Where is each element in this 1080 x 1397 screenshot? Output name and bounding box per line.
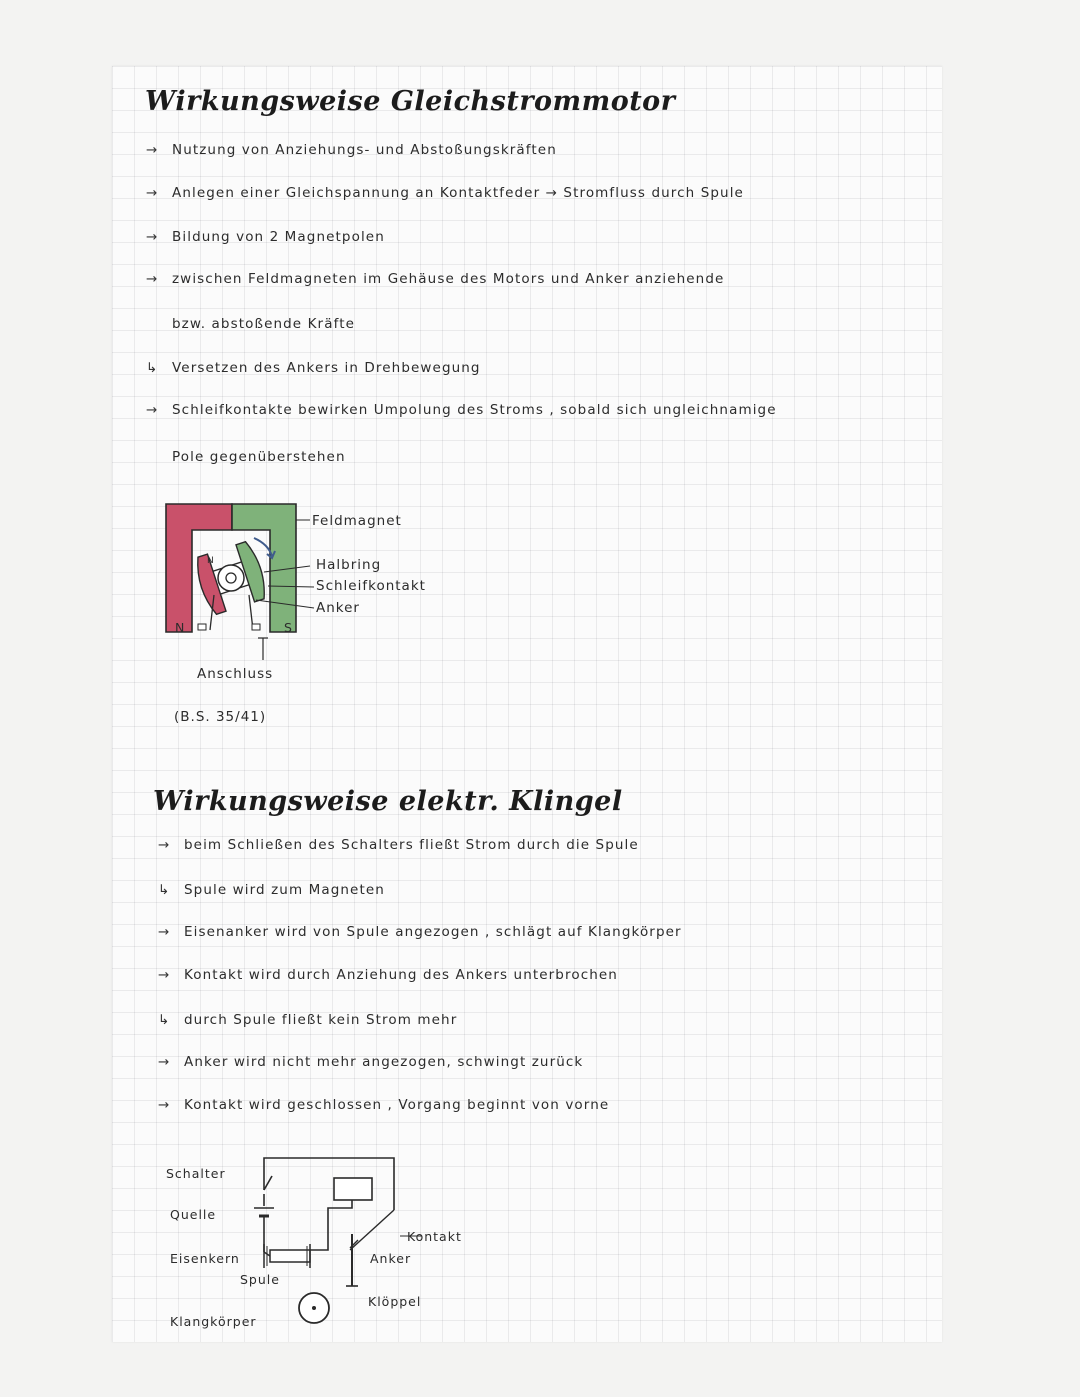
note-line: → Kontakt wird durch Anziehung des Ankers unterbrochen [158,967,618,983]
label-schleifkontakt: Schleifkontakt [316,578,426,594]
label-quelle: Quelle [170,1207,217,1222]
pole-label-n: N [175,620,186,635]
label-schalter: Schalter [166,1166,226,1181]
note-line: Pole gegenüberstehen [172,449,346,465]
note-line: bzw. abstoßende Kräfte [172,316,355,332]
note-line: → zwischen Feldmagneten im Gehäuse des Motors und Anker anziehende [146,271,725,287]
label-klangkoerper: Klangkörper [170,1314,257,1329]
note-line: ↳ durch Spule fließt kein Strom mehr [158,1012,458,1028]
rotor-label-n: N [207,556,215,566]
pole-label-s: S [284,620,293,635]
label-kontakt: Kontakt [407,1229,462,1244]
switch-symbol [264,1176,272,1190]
heading-gleichstrommotor: Wirkungsweise Gleichstrommotor [145,86,676,117]
note-line: ↳ Versetzen des Ankers in Drehbewegung [146,360,481,376]
contact-block [334,1178,372,1200]
label-halbring: Halbring [316,557,382,573]
commutator-ring [218,565,244,591]
bell-circuit-diagram [250,1150,470,1340]
note-line: → Nutzung von Anziehungs- und Abstoßungskräften [146,142,557,158]
coil-core [270,1250,310,1262]
note-line: → Eisenanker wird von Spule angezogen , schlägt auf Klangkörper [158,924,682,940]
label-anschluss: Anschluss [197,666,274,682]
note-line: → Anlegen einer Gleichspannung an Kontaktfeder → Stromfluss durch Spule [146,185,744,201]
source-reference: (B.S. 35/41) [174,709,267,725]
note-line: → Schleifkontakte bewirken Umpolung des Stroms , sobald sich ungleichnamige [146,402,777,418]
note-line: → Anker wird nicht mehr angezogen, schwingt zurück [158,1054,584,1070]
label-eisenkern: Eisenkern [170,1251,240,1266]
label-anker: Anker [316,600,360,616]
note-line: → Bildung von 2 Magnetpolen [146,229,385,245]
label-spule: Spule [240,1272,280,1287]
notebook-page [112,66,942,1342]
note-line: ↳ Spule wird zum Magneten [158,882,385,898]
label-feldmagnet: Feldmagnet [312,513,402,529]
heading-klingel: Wirkungsweise elektr. Klingel [153,786,623,817]
label-anker-klingel: Anker [370,1251,412,1266]
note-line: → beim Schließen des Schalters fließt Strom durch die Spule [158,837,639,853]
label-kloeppel: Klöppel [368,1294,422,1309]
note-line: → Kontakt wird geschlossen , Vorgang beginnt von vorne [158,1097,610,1113]
